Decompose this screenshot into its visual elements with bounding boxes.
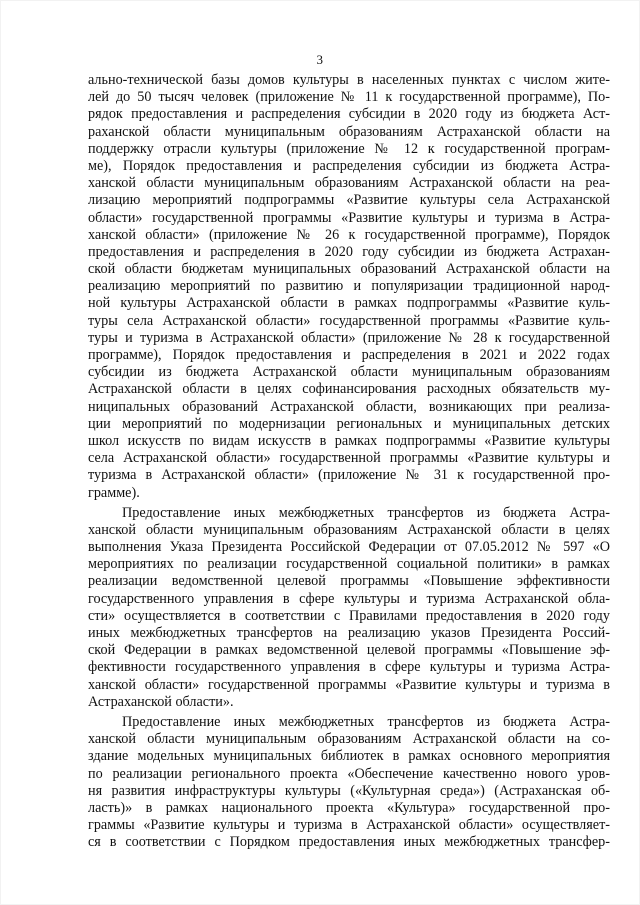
text-line: области» государственной программы «Развитие культуры и туризма в Астра- (88, 209, 610, 226)
text-line: Астраханской области». (88, 693, 234, 710)
text-line: ме), Порядок предоставления и распределения субсидии из бюджета Астра- (88, 157, 610, 174)
text-line: по реализации регионального проекта «Обеспечение качественно нового уров- (88, 765, 610, 782)
text-line: ханской области муниципальным образованиям Астраханской области на со- (88, 731, 610, 748)
text-line: туры и туризма в Астраханской области» (приложение № 28 к государственной (88, 329, 610, 346)
text-line: села Астраханской области» государственной программы «Развитие культуры и (88, 450, 610, 467)
text-line: ханской области» (приложение № 26 к государственной программе), Порядок (88, 226, 610, 243)
paragraph-3 (88, 714, 610, 852)
text-line: ханской области муниципальным образованиям Астраханской области в целях (88, 521, 610, 538)
text-line: программе), Порядок предоставления и распределения в 2021 и 2022 годах (88, 347, 610, 363)
text-line: поддержку отрасли культуры (приложение № 12 к государственной програм- (88, 140, 610, 157)
text-line: туры села Астраханской области» государственной программы «Развитие куль- (88, 312, 610, 329)
text-line: рядок предоставления и распределения субсидии в 2020 году из бюджета Аст- (88, 106, 610, 123)
text-line: лей до 50 тысяч человек (приложение № 11 к государственной программе), По- (88, 89, 610, 106)
text-line: ханской области» государственной программы «Развитие культуры и туризма в (88, 676, 610, 693)
paragraph-2 (88, 505, 610, 711)
text-line: сти» осуществляется в соответствии с Правилами предоставления в 2020 году (88, 607, 610, 624)
text-line: выполнения Указа Президента Российской Федерации от 07.05.2012 № 597 «О (88, 539, 610, 556)
text-line: грамме). (88, 484, 140, 501)
page-number: 3 (316, 52, 324, 67)
text-line: здание модельных муниципальных библиотек в рамках основного мероприятия (88, 748, 610, 765)
text-line: ской области бюджетам муниципальных образований Астраханской области на (88, 261, 610, 278)
text-line: ласть)» в рамках национального проекта «Культура» государственной про- (88, 799, 610, 816)
text-line: ня развития инфраструктуры культуры («Культурная среда») (Астраханская об- (88, 782, 610, 799)
body-text (88, 72, 610, 851)
text-line: лизацию мероприятий подпрограммы «Развитие культуры села Астраханской (88, 192, 610, 209)
text-line: ниципальных образований Астраханской области, возникающих при реализа- (88, 398, 610, 415)
text-line: государственного управления в сфере культуры и туризма Астраханской обла- (88, 590, 610, 607)
text-line: граммы «Развитие культуры и туризма в Астраханской области» осуществляет- (88, 817, 610, 834)
text-line: реализации ведомственной целевой программы «Повышение эффективности (88, 573, 610, 590)
text-line: ской Федерации в рамках ведомственной целевой программы «Повышение эф- (88, 642, 610, 659)
text-line: мероприятиях по реализации государственной социальной политики» в рамках (88, 556, 610, 573)
text-line: субсидии из бюджета Астраханской области муниципальным образованиям (88, 364, 610, 381)
text-line: школ искусств по видам искусств в рамках подпрограммы «Развитие культуры (88, 432, 610, 449)
text-line: ной культуры Астраханской области в рамках подпрограммы «Развитие куль- (88, 295, 610, 312)
text-line: иных межбюджетных трансфертов на реализацию указов Президента Россий- (88, 625, 610, 641)
text-line: Предоставление иных межбюджетных трансфертов из бюджета Астра- (122, 504, 610, 521)
text-line: предоставления и распределения в 2020 году субсидии из бюджета Астрахан- (88, 243, 610, 260)
text-line: фективности государственного управления в сфере культуры и туризма Астра- (88, 659, 610, 676)
text-line: ханской области муниципальным образованиям Астраханской области на реа- (88, 175, 610, 192)
text-line: Предоставление иных межбюджетных трансфертов из бюджета Астра- (122, 713, 610, 730)
paragraph-1 (88, 72, 610, 502)
text-line: ции мероприятий по модернизации региональных и муниципальных детских (88, 415, 610, 432)
text-line: ся в соответствии с Порядком предоставления иных межбюджетных трансфер- (88, 834, 610, 851)
text-line: туризма в Астраханской области» (приложение № 31 к государственной про- (88, 467, 610, 484)
text-line: раханской области муниципальным образованиям Астраханской области на (88, 123, 610, 140)
text-line: ально-технической базы домов культуры в населенных пунктах с числом жите- (88, 72, 610, 88)
text-line: Астраханской области в целях софинансирования расходных обязательств му- (88, 381, 610, 398)
text-line: реализацию мероприятий по развитию и популяризации традиционной народ- (88, 278, 610, 295)
